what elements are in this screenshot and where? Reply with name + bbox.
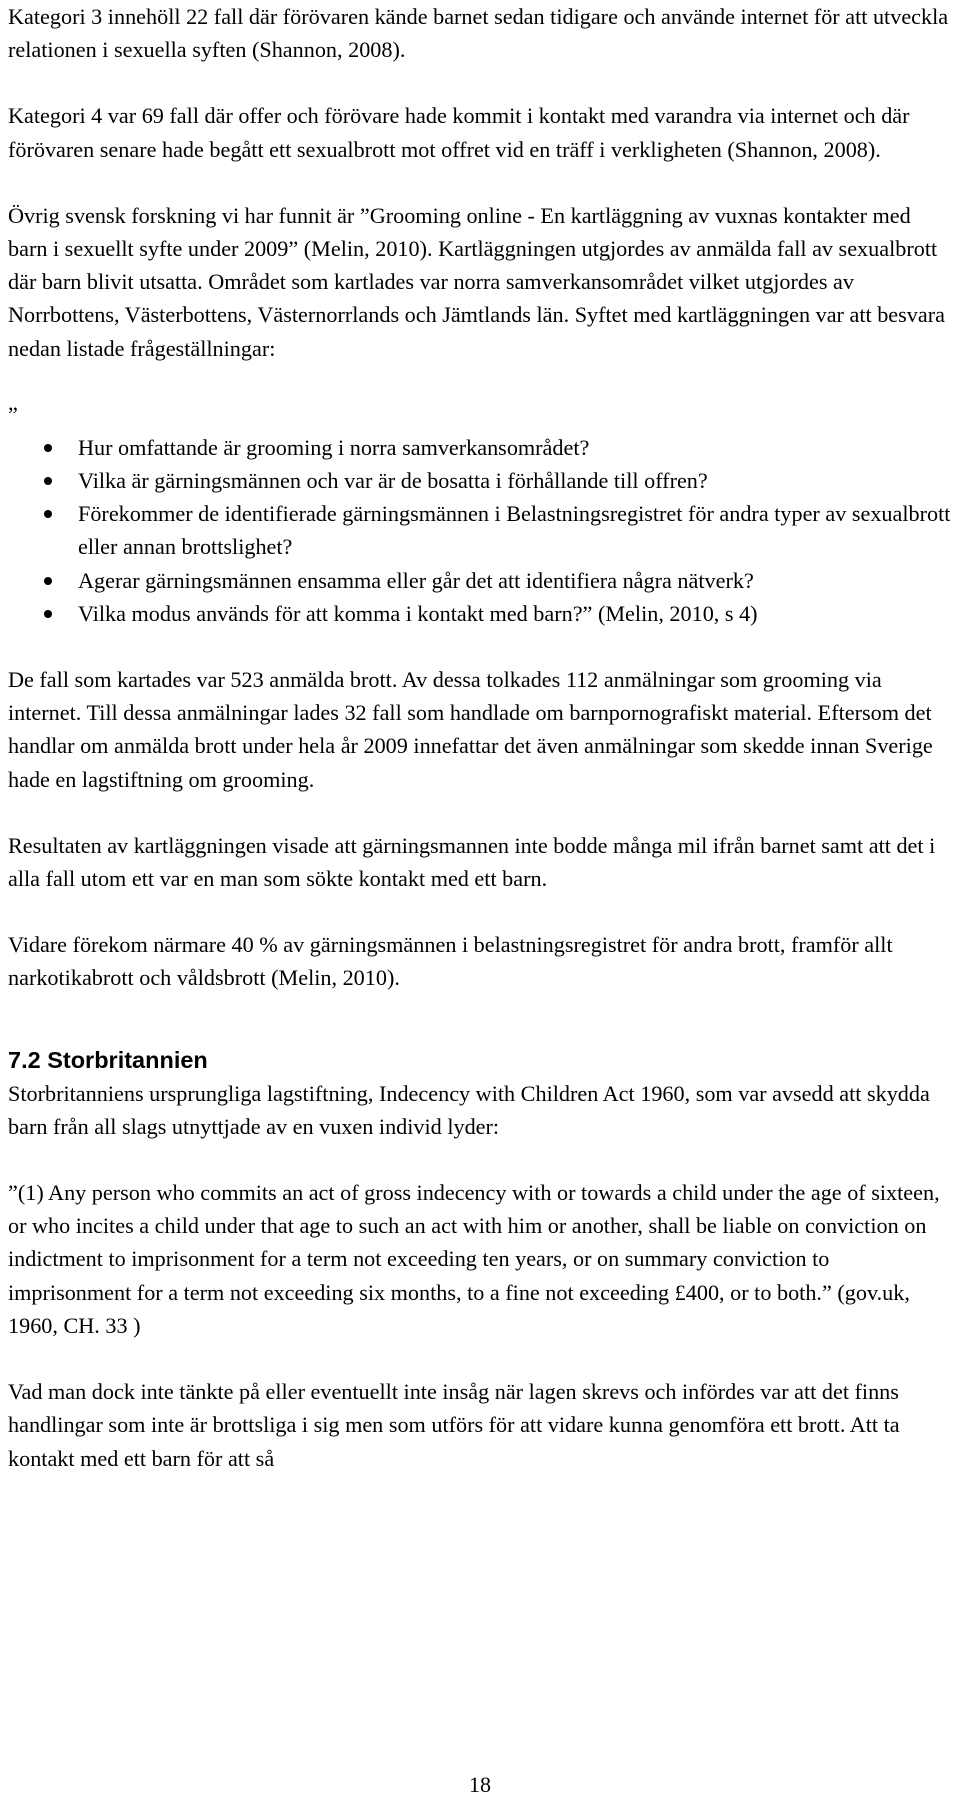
paragraph-gap: [8, 796, 954, 829]
paragraph-gap: [8, 995, 954, 1028]
list-item-text: Vilka modus används för att komma i kontakt med barn?” (Melin, 2010, s 4): [78, 600, 758, 626]
bullet-icon: [44, 477, 52, 485]
paragraph-gap: [8, 895, 954, 928]
page-number: 18: [469, 1772, 491, 1797]
list-item-text: Agerar gärningsmännen ensamma eller går det att identifiera några nätverk?: [78, 567, 754, 593]
paragraph-gap: [8, 365, 954, 398]
bullet-icon: [44, 444, 52, 452]
paragraph-gap: [8, 66, 954, 99]
paragraph-gap: [8, 1342, 954, 1375]
list-item: [8, 597, 954, 630]
list-item: [8, 431, 954, 464]
paragraph-gap: [8, 630, 954, 663]
bullet-icon: [44, 610, 52, 618]
paragraph-gap: [8, 1143, 954, 1176]
paragraph-kategori-4: Kategori 4 var 69 fall där offer och förövare hade kommit i kontakt med varandra via internet och där förövaren senare hade begått ett sexualbrott mot offret vid en träff i verkligheten (Shannon, 2008).: [8, 103, 910, 162]
document-page: [8, 0, 954, 1475]
paragraph-ovrig-forskning: Övrig svensk forskning vi har funnit är ”Grooming online - En kartläggning av vuxnas kontakter med barn i sexuellt syfte under 2009” (Melin, 2010). Kartläggningen utgjordes av anmälda fall av sexualbrott där barn blivit utsatta. Området som kartlades var norra samverkansområdet vilket utgjordes av Norrbottens, Västerbottens, Västernorrlands och Jämtlands län. Syftet med kartläggningen var att besvara nedan listade frågeställningar:: [8, 202, 945, 361]
paragraph-gap: [8, 1028, 954, 1044]
paragraph-anmalda-fall: De fall som kartades var 523 anmälda brott. Av dessa tolkades 112 anmälningar som grooming via internet. Till dessa anmälningar lades 32 fall som handlade om barnpornografiskt material. Eftersom det handlar om anmälda brott under hela år 2009 innefattar det även anmälningar som skedde innan Sverige hade en lagstiftning om grooming.: [8, 667, 933, 792]
list-item: [8, 464, 954, 497]
list-item: [8, 564, 954, 597]
list-item: [8, 497, 954, 563]
paragraph-kategori-3: Kategori 3 innehöll 22 fall där förövaren kände barnet sedan tidigare och använde internet för att utveckla relationen i sexuella syften (Shannon, 2008).: [8, 4, 949, 63]
paragraph-vad-man-dock: Vad man dock inte tänkte på eller eventuellt inte insåg när lagen skrevs och infördes var att det finns handlingar som inte är brottsliga i sig men som utförs för att vidare kunna genomföra ett brott. Att ta kontakt med ett barn för att så: [8, 1379, 900, 1471]
section-heading: 7.2 Storbritannien: [8, 1046, 208, 1073]
bullet-icon: [44, 510, 52, 518]
paragraph-gap: [8, 166, 954, 199]
list-item-text: Förekommer de identifierade gärningsmännen i Belastningsregistret för andra typer av sexualbrott eller annan brottslighet?: [78, 501, 951, 560]
bullet-icon: [44, 577, 52, 585]
opening-quote-mark: ”: [8, 401, 18, 427]
research-questions-list: [8, 431, 954, 630]
list-item-text: Vilka är gärningsmännen och var är de bosatta i förhållande till offren?: [78, 468, 708, 494]
list-item-text: Hur omfattande är grooming i norra samverkansområdet?: [78, 434, 590, 460]
paragraph-resultaten: Resultaten av kartläggningen visade att gärningsmannen inte bodde många mil ifrån barnet samt att det i alla fall utom ett var en man som sökte kontakt med ett barn.: [8, 832, 936, 892]
paragraph-vidare: Vidare förekom närmare 40 % av gärningsmännen i belastningsregistret för andra brott, framför allt narkotikabrott och våldsbrott (Melin, 2010).: [8, 932, 893, 991]
paragraph-lagstiftning: Storbritanniens ursprungliga lagstiftning, Indecency with Children Act 1960, som var avsedd att skydda barn från all slags utnyttjade av en vuxen individ lyder:: [8, 1080, 930, 1139]
paragraph-law-quote: ”(1) Any person who commits an act of gross indecency with or towards a child under the age of sixteen, or who incites a child under that age to such an act with him or another, shall be liable on conviction on indictment to imprisonment for a term not exceeding ten years, or on summary conviction to imprisonment for a term not exceeding six months, to a fine not exceeding £400, or to both.” (gov.uk, 1960, CH. 33 ): [8, 1180, 940, 1338]
